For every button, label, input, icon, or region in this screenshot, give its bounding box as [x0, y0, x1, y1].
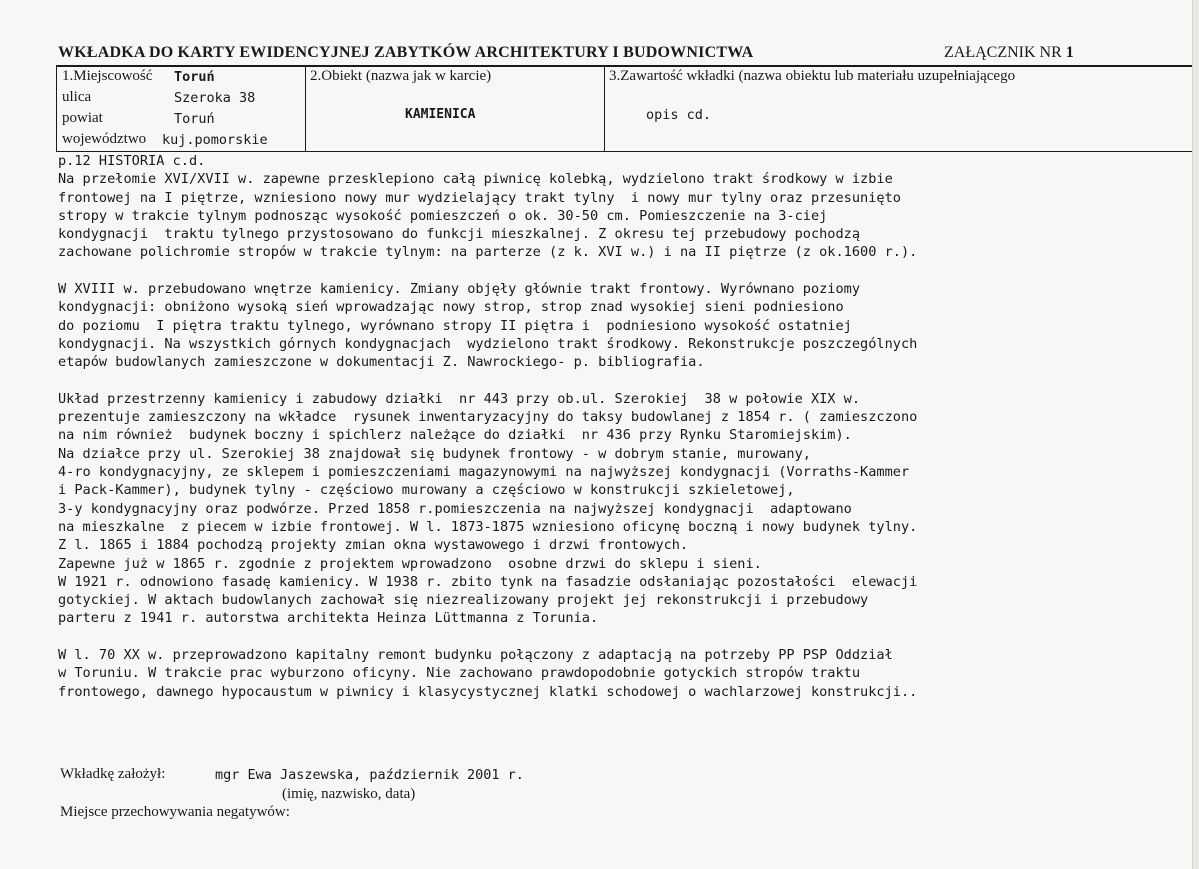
locality-value: Toruń	[174, 69, 215, 85]
content-value: opis cd.	[646, 107, 712, 123]
paragraph-gap	[58, 628, 1188, 646]
text-line: etapów budowlanych zamieszczone w dokumentacji Z. Nawrockiego- p. bibliografia.	[58, 354, 705, 371]
text-line: 4-ro kondygnacyjny, ze sklepem i pomieszczeniami magazynowymi na najwyższej kondygnacji (Vorraths-Kammer	[58, 464, 910, 481]
text-line: stropy w trakcie tylnym podnosząc wysokość pomieszczeń o ok. 30-50 cm. Pomieszczenie na 3-ciej	[58, 207, 828, 224]
form-top-border	[56, 65, 1192, 67]
paragraph-gap	[58, 262, 1188, 280]
author-value: mgr Ewa Jaszewska, październik 2001 r.	[215, 767, 524, 783]
text-line: kondygnacji traktu tylnego przystosowano do funkcji mieszkalnej. Z okresu tej przebudowy pochodzą	[58, 226, 861, 243]
text-line: Zapewne już w 1865 r. zgodnie z projektem wprowadzono osobne drzwi do sklepu i sieni.	[58, 555, 762, 572]
voivodeship-value: kuj.pomorskie	[162, 132, 268, 148]
street-label: ulica	[62, 89, 92, 105]
negatives-label: Miejsce przechowywania negatywów:	[60, 804, 290, 820]
text-line: na mieszkalne z piecem w izbie frontowej. W l. 1873-1875 wzniesiono oficynę boczną i nowy budynek tylny.	[58, 518, 918, 535]
locality-label: 1.Miejscowość	[62, 68, 153, 84]
text-line: do poziomu I piętra traktu tylnego, wyrównano stropy II piętra i podniesiono wysokość ostatniej	[58, 317, 852, 334]
text-line: w Toruniu. W trakcie prac wyburzono oficyny. Nie zachowano prawdopodobnie gotyckich stropów traktu	[58, 665, 861, 682]
text-line: kondygnacji: obniżono wysoką sień wprowadzając nowy strop, strop znad wysokiej sieni podniesiono	[58, 299, 844, 316]
annex-label-text: ZAŁĄCZNIK NR	[944, 44, 1062, 61]
text-line: Na działce przy ul. Szerokiej 38 znajdował się budynek frontowy - w dobrym stanie, murowany,	[58, 445, 811, 462]
text-line: i Pack-Kammer), budynek tylny - częściowo murowany a częściowo w konstrukcji szkieletowej,	[58, 482, 795, 499]
voivodeship-label: województwo	[62, 131, 147, 147]
content-label: 3.Zawartość wkładki (nazwa obiektu lub materiału uzupełniającego	[609, 68, 1016, 84]
annex-number: 1	[1065, 44, 1074, 61]
county-value: Toruń	[174, 111, 215, 127]
text-line: frontowej na I piętrze, wzniesiono nowy mur wydzielający trakt tylny i nowy mur tylny oraz przesunięto	[58, 189, 901, 206]
form-divider-left	[56, 65, 57, 152]
author-label: Wkładkę założył:	[60, 766, 166, 782]
text-line: p.12 HISTORIA c.d.	[58, 153, 206, 169]
street-value: Szeroka 38	[174, 90, 256, 106]
text-line: na nim również budynek boczny i spichlerz należące do działki nr 436 przy Rynku Staromiejskim).	[58, 427, 852, 444]
history-text	[58, 152, 1188, 701]
form-divider-1	[305, 65, 306, 152]
text-line: kondygnacji. Na wszystkich górnych kondygnacjach wydzielono trakt środkowy. Rekonstrukcje poszczególnych	[58, 335, 918, 352]
document-title: WKŁADKA DO KARTY EWIDENCYJNEJ ZABYTKÓW ARCHITEKTURY I BUDOWNICTWA	[58, 44, 754, 61]
object-value: KAMIENICA	[405, 107, 476, 122]
card-edge	[1192, 0, 1199, 869]
text-line: Z l. 1865 i 1884 pochodzą projekty zmian okna wystawowego i drzwi frontowych.	[58, 537, 689, 554]
county-label: powiat	[62, 110, 103, 126]
text-line: Układ przestrzenny kamienicy i zabudowy działki nr 443 przy ob.ul. Szerokiej 38 w połowie XIX w.	[58, 390, 861, 407]
paragraph-gap	[58, 372, 1188, 390]
text-line: W XVIII w. przebudowano wnętrze kamienicy. Zmiany objęły głównie trakt frontowy. Wyrównano poziomy	[58, 281, 861, 298]
annex-label	[944, 44, 1074, 62]
text-line: 3-y kondygnacyjny oraz podwórze. Przed 1858 r.pomieszczenia na najwyższej kondygnacji adaptowano	[58, 500, 852, 517]
object-label: 2.Obiekt (nazwa jak w karcie)	[310, 68, 492, 84]
text-line: parteru z 1941 r. autorstwa architekta Heinza Lüttmanna z Torunia.	[58, 610, 599, 627]
text-line: Na przełomie XVI/XVII w. zapewne przesklepiono całą piwnicę kolebką, wydzielono trakt środkowy w izbie	[58, 171, 893, 188]
text-line: zachowane polichromie stropów w trakcie tylnym: na parterze (z k. XVI w.) i na II piętrze (z ok.1600 r.).	[58, 244, 918, 261]
text-line: frontowego, dawnego hypocaustum w piwnicy i klasycystycznej klatki schodowej o wachlarzowej konstrukcji..	[58, 683, 918, 700]
author-hint: (imię, nazwisko, data)	[282, 786, 416, 802]
text-line: W l. 70 XX w. przeprowadzono kapitalny remont budynku połączony z adaptacją na potrzeby PP PSP Oddział	[58, 647, 893, 664]
text-line: W 1921 r. odnowiono fasadę kamienicy. W 1938 r. zbito tynk na fasadzie odsłaniając pozostałości elewacji	[58, 573, 918, 590]
document-header	[58, 44, 1198, 66]
form-divider-2	[604, 65, 605, 152]
text-line: prezentuje zamieszczony na wkładce rysunek inwentaryzacyjny do taksy budowlanej z 1854 r. ( zamieszczono	[58, 409, 918, 426]
text-line: gotyckiej. W aktach budowlanych zachował się niezrealizowany projekt jej rekonstrukcji i przebudowy	[58, 592, 869, 609]
